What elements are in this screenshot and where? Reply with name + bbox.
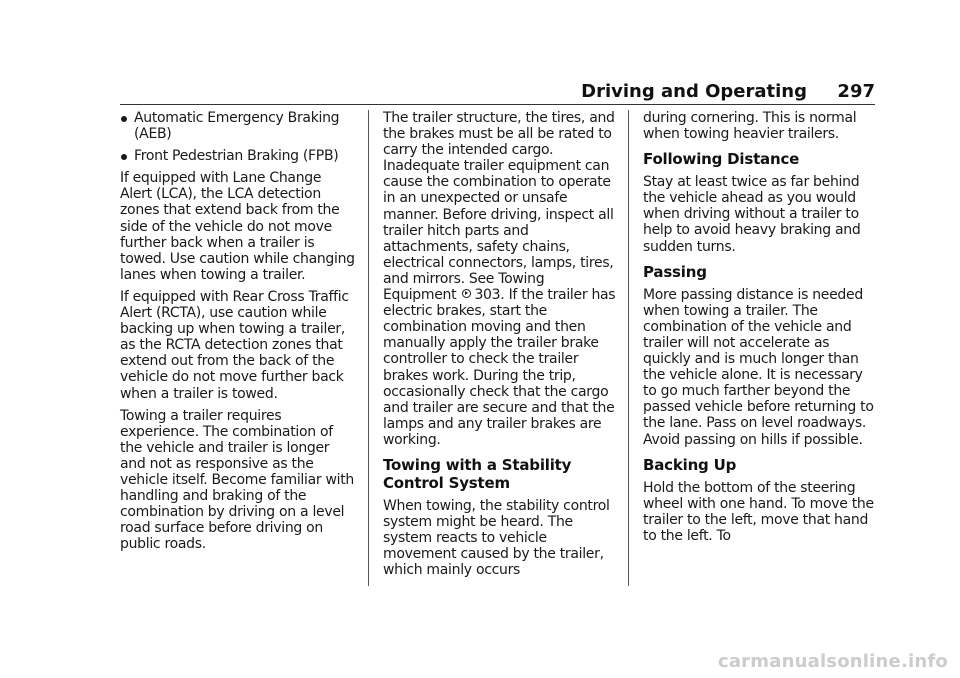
paragraph-text: The trailer structure, the tires, and the brakes must be all be rated to carry the intended cargo. Inadequate trailer equipment can cause the combination to operate in an unexpected or unsafe manner. Before driving, inspect all trailer hitch parts and attachments, safety chains, electrical connectors, lamps, tires, and mirrors. See Towing Equipment	[383, 110, 615, 304]
watermark: carmanualsonline.info	[717, 651, 948, 672]
paragraph-trailer-structure	[383, 110, 619, 448]
heading-passing: Passing	[643, 262, 707, 281]
list-item-text: Automatic Emergency Braking (AEB)	[134, 110, 340, 143]
page-header	[120, 80, 875, 104]
paragraph-towing-experience: Towing a trailer requires experience. The combination of the vehicle and trailer is longer and not as responsive as the vehicle itself. Become familiar with handling and braking of the combination by driving on a level road surface before driving on public roads.	[120, 407, 354, 553]
paragraph-continued: during cornering. This is normal when towing heavier trailers.	[643, 110, 857, 143]
page-number: 297	[837, 81, 875, 102]
paragraph-stability-control: When towing, the stability control system might be heard. The system reacts to vehicle movement caused by the trailer, which mainly occurs	[383, 497, 610, 579]
paragraph-rcta: If equipped with Rear Cross Traffic Alert (RCTA), use caution while backing up when towing a trailer, as the RCTA detection zones that extend out from the back of the vehicle do not move further back when a trailer is towed.	[120, 288, 349, 402]
heading-following-distance: Following Distance	[643, 150, 800, 169]
paragraph-text: . If the trailer has electric brakes, start the combination moving and then manually apply the trailer brake controller to check the trailer brakes work. During the trip, occasionally check that the cargo and trailer are secure and that the lamps and any trailer brakes are working.	[383, 287, 616, 448]
safety-feature-list	[120, 110, 356, 164]
paragraph-lca: If equipped with Lane Change Alert (LCA), the LCA detection zones that extend back from the side of the vehicle do not move further back when a trailer is towed. Use caution while changing lanes when towing a trailer.	[120, 170, 355, 283]
page-reference-icon	[462, 289, 471, 298]
page-reference-link[interactable]: 303	[474, 287, 501, 304]
column-divider-1	[368, 110, 369, 586]
column-1	[120, 110, 356, 558]
paragraph-passing: More passing distance is needed when towing a trailer. The combination of the vehicle and trailer will not accelerate as quickly and is much longer than the vehicle alone. It is necessary to go much farther beyond the passed vehicle before returning to the lane. Pass on level roadways. Avoid passing on hills if possible.	[643, 286, 874, 448]
heading-stability-control: Towing with a Stability Control System	[383, 455, 572, 492]
paragraph-backing-up: Hold the bottom of the steering wheel with one hand. To move the trailer to the left, move that hand to the left. To	[643, 479, 874, 544]
section-title: Driving and Operating	[581, 81, 807, 102]
header-rule	[120, 104, 875, 105]
column-3	[643, 110, 879, 550]
paragraph-following-distance: Stay at least twice as far behind the vehicle ahead as you would when driving without a trailer to help to avoid heavy braking and sudden turns.	[643, 174, 861, 255]
bullet-icon	[121, 154, 127, 160]
column-2	[383, 110, 619, 584]
list-item	[120, 110, 356, 142]
bullet-icon	[121, 116, 127, 122]
list-item	[120, 148, 356, 164]
column-divider-2	[628, 110, 629, 586]
heading-backing-up: Backing Up	[643, 455, 737, 474]
list-item-text: Front Pedestrian Braking (FPB)	[134, 148, 339, 165]
